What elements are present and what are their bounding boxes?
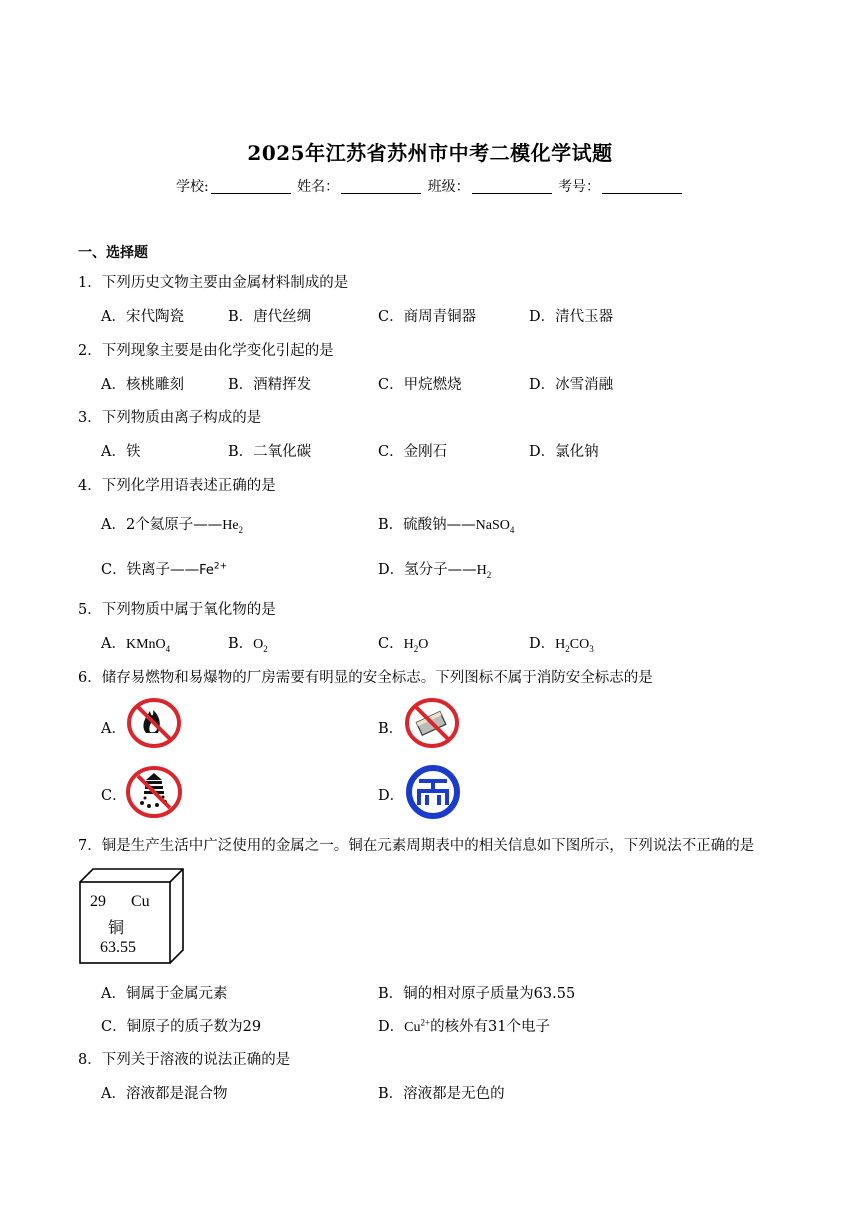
atomic-number: 29 [90, 893, 106, 910]
question-stem: 1．下列历史文物主要由金属材料制成的是 [78, 275, 349, 291]
name-label: 姓名： [297, 179, 340, 195]
no-fireworks-sign-icon[interactable] [125, 765, 183, 819]
option-d[interactable]: D． [378, 788, 405, 804]
option-c[interactable]: C．铜原子的质子数为29 [101, 1019, 262, 1035]
exam-no-blank[interactable] [602, 179, 682, 194]
option-b[interactable]: B．唐代丝绸 [228, 309, 312, 325]
option-d[interactable]: D．$H_2CO_3$ [529, 636, 594, 654]
question-stem: 7．铜是生产生活中广泛使用的金属之一。铜在元素周期表中的相关信息如下图所示，下列说法不正确的是 [78, 838, 755, 854]
question-stem: 8．下列关于溶液的说法正确的是 [78, 1052, 291, 1068]
option-d[interactable]: D．$Cu^{2+}$的核外有31个电子 [378, 1017, 551, 1035]
option-d[interactable]: D．氢分子$——H_2$ [378, 562, 492, 580]
option-a[interactable]: A．铁 [101, 444, 141, 460]
question-stem: 6．储存易燃物和易爆物的厂房需要有明显的安全标志。下列图标不属于消防安全标志的是 [78, 670, 653, 686]
question-stem: 5．下列物质中属于氧化物的是 [78, 602, 276, 618]
element-name: 铜 [108, 918, 125, 937]
option-c[interactable]: C．$H_2O$ [378, 636, 429, 654]
option-c[interactable]: C． [101, 788, 127, 804]
option-a[interactable]: A．溶液都是混合物 [101, 1086, 228, 1102]
question-stem: 2．下列现象主要是由化学变化引起的是 [78, 343, 334, 359]
option-b[interactable]: B．硫酸钠——NaSO$_4$ [378, 517, 515, 535]
atomic-mass: 63.55 [100, 939, 136, 956]
section-heading: 一、选择题 [78, 245, 148, 261]
option-a[interactable]: A．2个氦原子$——He_2$ [101, 517, 244, 535]
question-stem: 3．下列物质由离子构成的是 [78, 410, 262, 426]
option-d[interactable]: D．氯化钠 [529, 444, 599, 460]
option-b[interactable]: B．酒精挥发 [228, 377, 312, 393]
option-b[interactable]: B．$O_2$ [228, 636, 268, 654]
name-blank[interactable] [341, 179, 421, 194]
school-blank[interactable] [211, 179, 291, 194]
no-matches-sign-icon[interactable] [404, 697, 460, 749]
student-info-line [0, 176, 860, 196]
water-saving-sign-icon[interactable] [405, 765, 461, 819]
option-d[interactable]: D．冰雪消融 [529, 377, 614, 393]
class-label: 班级： [427, 179, 470, 195]
option-b[interactable]: B． [378, 721, 404, 737]
option-c[interactable]: C．铁离子$——Fe^{2+}$ [101, 561, 228, 578]
option-c[interactable]: C．金刚石 [378, 444, 448, 460]
option-c[interactable]: C．商周青铜器 [378, 309, 477, 325]
exam-no-label: 考号： [558, 179, 601, 195]
option-a[interactable]: A．铜属于金属元素 [101, 986, 228, 1002]
question-stem: 4．下列化学用语表述正确的是 [78, 478, 276, 494]
option-b[interactable]: B．溶液都是无色的 [378, 1086, 505, 1102]
option-c[interactable]: C．甲烷燃烧 [378, 377, 462, 393]
option-d[interactable]: D．清代玉器 [529, 309, 614, 325]
no-fire-sign-icon[interactable] [126, 697, 182, 749]
option-a[interactable]: A．KMnO$_4$ [101, 636, 171, 654]
option-a[interactable]: A．宋代陶瓷 [101, 309, 184, 325]
school-label: 学校: [175, 179, 209, 195]
option-b[interactable]: B．铜的相对原子质量为63.55 [378, 986, 576, 1002]
option-a[interactable]: A．核桃雕刻 [101, 377, 184, 393]
page-title: 2025年江苏省苏州市中考二模化学试题 [247, 141, 613, 165]
class-blank[interactable] [472, 179, 552, 194]
element-symbol: Cu [131, 893, 150, 910]
option-a[interactable]: A． [101, 721, 126, 737]
option-b[interactable]: B．二氧化碳 [228, 444, 312, 460]
